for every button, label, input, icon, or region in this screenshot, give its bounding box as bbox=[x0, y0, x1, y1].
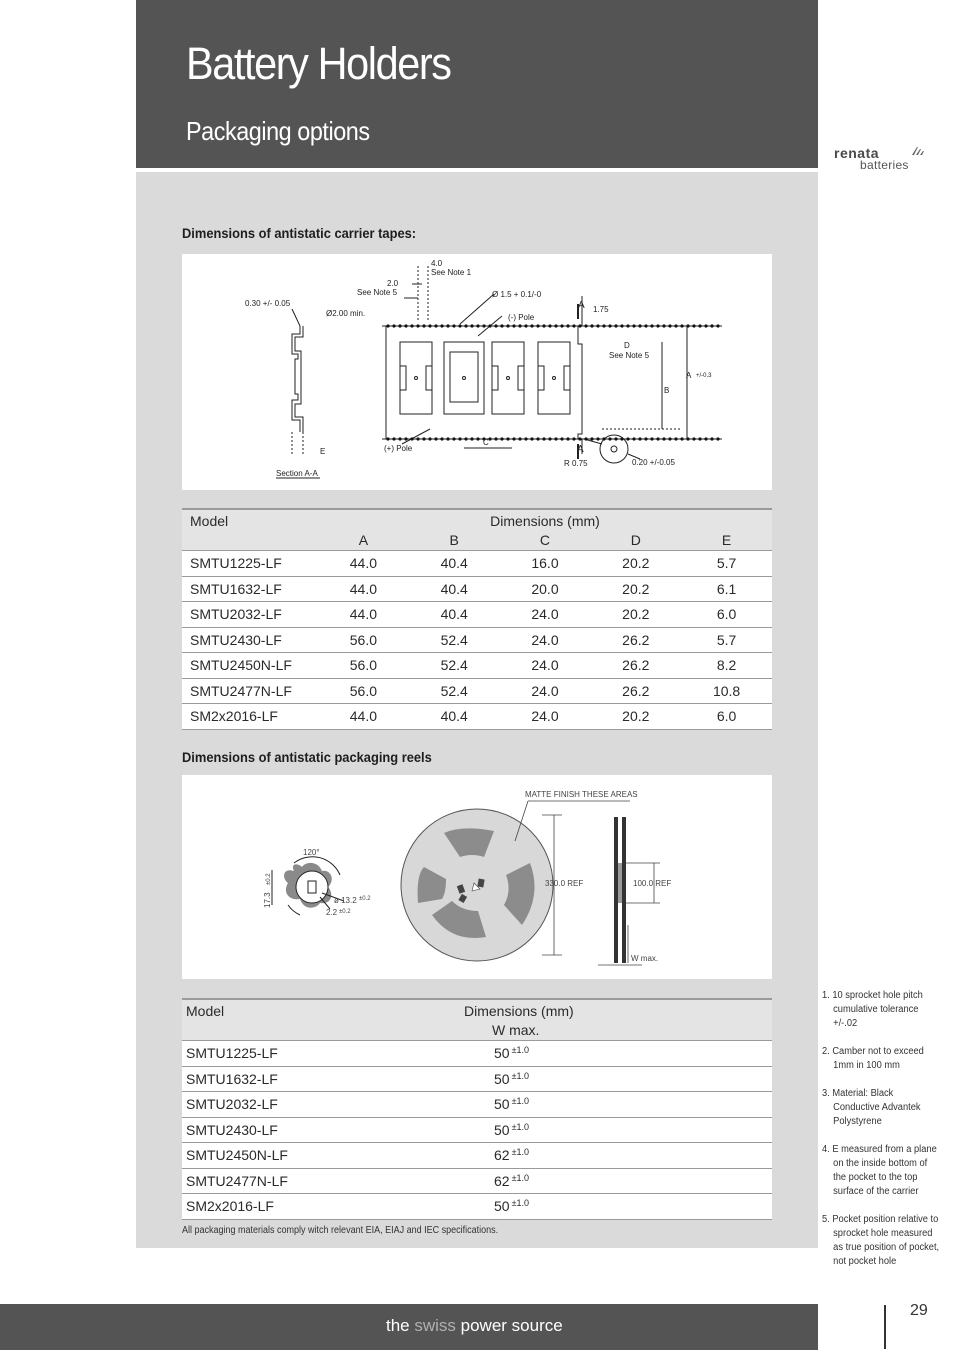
logo-text-batteries: batteries bbox=[860, 158, 909, 172]
table-cell: 52.4 bbox=[409, 627, 500, 653]
sprocket-dot bbox=[590, 324, 593, 327]
sprocket-dot bbox=[392, 437, 395, 440]
table-cell: 20.2 bbox=[590, 704, 681, 730]
dim-020-label: 0.20 +/-0.05 bbox=[632, 458, 675, 467]
sprocket-dot bbox=[512, 324, 515, 327]
slogan-pre: the bbox=[386, 1316, 415, 1335]
sprocket-dot bbox=[650, 324, 653, 327]
table-cell: 44.0 bbox=[318, 551, 409, 577]
sprocket-dot bbox=[458, 324, 461, 327]
sprocket-dot bbox=[440, 437, 443, 440]
sprocket-dot bbox=[668, 324, 671, 327]
table-cell: 24.0 bbox=[500, 678, 591, 704]
tolerance-value: ±1.0 bbox=[511, 1172, 530, 1183]
sprocket-dot bbox=[494, 324, 497, 327]
sprocket-dot bbox=[410, 324, 413, 327]
sprocket-dot bbox=[386, 324, 389, 327]
sprocket-dot bbox=[572, 437, 575, 440]
table-cell: 16.0 bbox=[500, 551, 591, 577]
dim-132-tolerance: ±0.2 bbox=[359, 896, 371, 902]
table-row bbox=[182, 627, 772, 653]
table-cell: 56.0 bbox=[318, 678, 409, 704]
sprocket-dot bbox=[668, 437, 671, 440]
sprocket-dot bbox=[476, 437, 479, 440]
dim-22-label: 2.2 bbox=[326, 908, 338, 917]
w-max-label: W max. bbox=[631, 954, 659, 963]
table2-dims-header: Dimensions (mm) bbox=[434, 999, 772, 1020]
tolerance-value: ±1.0 bbox=[511, 1096, 530, 1107]
hole-diameter-label: Ø 1.5 + 0.1/-0 bbox=[492, 290, 542, 299]
sprocket-dot bbox=[602, 437, 605, 440]
table-row bbox=[182, 1117, 772, 1143]
dim-label-2: 2.0 bbox=[387, 279, 399, 288]
table-cell-model: SMTU1632-LF bbox=[182, 576, 318, 602]
sprocket-dot bbox=[608, 324, 611, 327]
sprocket-dot bbox=[662, 324, 665, 327]
page-title: Battery Holders bbox=[186, 38, 451, 89]
sprocket-dot bbox=[566, 324, 569, 327]
sprocket-dot bbox=[428, 324, 431, 327]
note-4: 4. E measured from a plane on the inside bottom of the pocket to the top surface of the carrier bbox=[822, 1144, 937, 1197]
note-3: 3. Material: Black Conductive Advantek Polystyrene bbox=[822, 1088, 921, 1127]
dim-175-label: 1.75 bbox=[593, 305, 609, 314]
sprocket-dot bbox=[506, 324, 509, 327]
table-row bbox=[182, 678, 772, 704]
table-cell bbox=[434, 1041, 772, 1067]
sprocket-dot bbox=[614, 437, 617, 440]
table-cell-model: SM2x2016-LF bbox=[182, 1194, 434, 1220]
sprocket-dot bbox=[500, 324, 503, 327]
sprocket-dot bbox=[596, 437, 599, 440]
table-row bbox=[182, 576, 772, 602]
section-title-packaging-reels: Dimensions of antistatic packaging reels bbox=[182, 749, 432, 765]
sprocket-dot bbox=[560, 437, 563, 440]
renata-logo bbox=[834, 145, 934, 171]
dim-c-label: C bbox=[483, 438, 489, 447]
sprocket-dot bbox=[506, 437, 509, 440]
header-banner bbox=[136, 0, 818, 168]
thickness-label: 0.30 +/- 0.05 bbox=[245, 299, 291, 308]
footer-slogan bbox=[386, 1316, 563, 1336]
sprocket-dot bbox=[428, 437, 431, 440]
table-cell: 20.0 bbox=[500, 576, 591, 602]
table-row bbox=[182, 653, 772, 679]
sprocket-dot bbox=[464, 324, 467, 327]
table-cell: 24.0 bbox=[500, 627, 591, 653]
dim-132-label: ø 13.2 bbox=[334, 896, 357, 905]
tolerance-value: ±1.0 bbox=[511, 1070, 530, 1081]
table-cell-model: SMTU2032-LF bbox=[182, 602, 318, 628]
sprocket-dot bbox=[632, 324, 635, 327]
sprocket-dot bbox=[674, 324, 677, 327]
sprocket-dot bbox=[572, 324, 575, 327]
sprocket-dot bbox=[578, 324, 581, 327]
sprocket-dot bbox=[698, 324, 701, 327]
table-row bbox=[182, 1041, 772, 1067]
table-cell: 56.0 bbox=[318, 627, 409, 653]
table-cell: 5.7 bbox=[681, 627, 772, 653]
page-number-divider bbox=[884, 1305, 886, 1349]
sprocket-dot bbox=[530, 437, 533, 440]
sprocket-dot bbox=[524, 437, 527, 440]
sprocket-dot bbox=[560, 324, 563, 327]
table-cell: 52.4 bbox=[409, 678, 500, 704]
sprocket-dot bbox=[578, 437, 581, 440]
table-cell: 40.4 bbox=[409, 551, 500, 577]
table-row bbox=[182, 602, 772, 628]
footer-bar bbox=[0, 1304, 818, 1350]
wmax-value: 62 bbox=[494, 1147, 510, 1164]
sprocket-dot bbox=[602, 324, 605, 327]
sprocket-dot bbox=[536, 324, 539, 327]
dim-a-label: A bbox=[686, 371, 692, 380]
page-number: 29 bbox=[910, 1302, 928, 1319]
sprocket-dot bbox=[422, 437, 425, 440]
compliance-note: All packaging materials comply witch relevant EIA, EIAJ and IEC specifications. bbox=[182, 1225, 499, 1236]
sprocket-dot bbox=[542, 324, 545, 327]
sprocket-dot bbox=[584, 437, 587, 440]
table-cell-model: SMTU2430-LF bbox=[182, 1117, 434, 1143]
table1-col-a: A bbox=[318, 530, 409, 551]
note-1: 1. 10 sprocket hole pitch cumulative tolerance +/-.02 bbox=[822, 990, 923, 1029]
note-2: 2. Camber not to exceed 1mm in 100 mm bbox=[822, 1046, 924, 1071]
sprocket-dot bbox=[470, 437, 473, 440]
table-cell: 20.2 bbox=[590, 576, 681, 602]
sprocket-dot bbox=[614, 324, 617, 327]
table-row bbox=[182, 1194, 772, 1220]
table-cell: 56.0 bbox=[318, 653, 409, 679]
notes-column bbox=[822, 989, 948, 1283]
sprocket-dot bbox=[554, 324, 557, 327]
table-cell: 5.7 bbox=[681, 551, 772, 577]
sprocket-dot bbox=[608, 437, 611, 440]
sprocket-dot bbox=[404, 324, 407, 327]
page-subtitle: Packaging options bbox=[186, 116, 370, 146]
sprocket-dot bbox=[524, 324, 527, 327]
table-cell: 52.4 bbox=[409, 653, 500, 679]
sprocket-dot bbox=[452, 437, 455, 440]
sprocket-dot bbox=[662, 437, 665, 440]
sprocket-dot bbox=[638, 437, 641, 440]
sprocket-dot bbox=[692, 437, 695, 440]
dim-a-tolerance: +/-0.3 bbox=[696, 373, 712, 379]
sprocket-dot bbox=[422, 324, 425, 327]
sprocket-dot bbox=[452, 324, 455, 327]
table-row bbox=[182, 704, 772, 730]
slogan-swiss: swiss bbox=[414, 1316, 456, 1335]
table-cell: 26.2 bbox=[590, 678, 681, 704]
wmax-value: 50 bbox=[494, 1198, 510, 1215]
sprocket-dot bbox=[440, 324, 443, 327]
sprocket-dot bbox=[596, 324, 599, 327]
sprocket-dot bbox=[656, 437, 659, 440]
packaging-reel-drawing bbox=[182, 775, 772, 979]
sprocket-dot bbox=[542, 437, 545, 440]
tolerance-value: ±1.0 bbox=[511, 1198, 530, 1209]
table1-col-d: D bbox=[590, 530, 681, 551]
table-row bbox=[182, 551, 772, 577]
table-cell: 44.0 bbox=[318, 576, 409, 602]
table-cell: 20.2 bbox=[590, 602, 681, 628]
radius-label: R 0.75 bbox=[564, 459, 588, 468]
table-cell: 44.0 bbox=[318, 704, 409, 730]
table-cell bbox=[434, 1092, 772, 1118]
tolerance-value: ±1.0 bbox=[511, 1121, 530, 1132]
sprocket-dot bbox=[488, 437, 491, 440]
section-a-bottom-label: A bbox=[577, 444, 584, 455]
table1-model-header: Model bbox=[182, 509, 318, 530]
sprocket-dot bbox=[626, 324, 629, 327]
wmax-value: 50 bbox=[494, 1070, 510, 1087]
table-cell bbox=[434, 1066, 772, 1092]
table-cell-model: SMTU2450N-LF bbox=[182, 653, 318, 679]
neg-pole-label: (-) Pole bbox=[508, 313, 535, 322]
sprocket-dot bbox=[620, 324, 623, 327]
sprocket-dot bbox=[488, 324, 491, 327]
sprocket-dot bbox=[680, 324, 683, 327]
logo-swoosh-icon bbox=[911, 146, 925, 156]
table-cell: 10.8 bbox=[681, 678, 772, 704]
sprocket-dot bbox=[698, 437, 701, 440]
sprocket-dot bbox=[632, 437, 635, 440]
table-cell: 40.4 bbox=[409, 576, 500, 602]
table-cell-model: SMTU2450N-LF bbox=[182, 1143, 434, 1169]
sprocket-dot bbox=[584, 324, 587, 327]
table-cell: 24.0 bbox=[500, 704, 591, 730]
sprocket-dot bbox=[716, 324, 719, 327]
sprocket-dot bbox=[476, 324, 479, 327]
tolerance-value: ±1.0 bbox=[511, 1147, 530, 1158]
dim-b-label: B bbox=[664, 386, 670, 395]
table-cell-model: SMTU2477N-LF bbox=[182, 678, 318, 704]
table-row bbox=[182, 1168, 772, 1194]
slogan-post: power source bbox=[455, 1316, 563, 1335]
table-cell-model: SMTU2477N-LF bbox=[182, 1168, 434, 1194]
sprocket-dot bbox=[656, 324, 659, 327]
matte-finish-label: MATTE FINISH THESE AREAS bbox=[525, 790, 638, 799]
table-row bbox=[182, 1066, 772, 1092]
dim-d-label: D bbox=[624, 341, 630, 350]
sprocket-dot bbox=[416, 437, 419, 440]
table2-col-wmax: W max. bbox=[434, 1020, 772, 1041]
table-cell bbox=[434, 1143, 772, 1169]
sprocket-dot bbox=[620, 437, 623, 440]
section-title-carrier-tapes: Dimensions of antistatic carrier tapes: bbox=[182, 225, 417, 241]
wmax-value: 50 bbox=[494, 1121, 510, 1138]
sprocket-dot bbox=[626, 437, 629, 440]
sprocket-dot bbox=[512, 437, 515, 440]
see-note-5-label: See Note 5 bbox=[357, 288, 398, 297]
sprocket-dot bbox=[566, 437, 569, 440]
table-cell-model: SMTU1632-LF bbox=[182, 1066, 434, 1092]
dim-label-4: 4.0 bbox=[431, 259, 443, 268]
sprocket-dot bbox=[464, 437, 467, 440]
sprocket-dot bbox=[410, 437, 413, 440]
sprocket-dot bbox=[716, 437, 719, 440]
table-cell: 24.0 bbox=[500, 602, 591, 628]
sprocket-dot bbox=[404, 437, 407, 440]
carrier-tape-table bbox=[182, 508, 772, 730]
sprocket-dot bbox=[704, 324, 707, 327]
sprocket-dot bbox=[386, 437, 389, 440]
note-5: 5. Pocket position relative to sprocket hole measured as true position of pocket, not pocket hole bbox=[822, 1214, 940, 1267]
sprocket-dot bbox=[644, 324, 647, 327]
table-cell: 24.0 bbox=[500, 653, 591, 679]
table-cell: 8.2 bbox=[681, 653, 772, 679]
table2-model-header: Model bbox=[182, 999, 434, 1020]
table-cell: 20.2 bbox=[590, 551, 681, 577]
sprocket-dot bbox=[416, 324, 419, 327]
table-cell: 6.1 bbox=[681, 576, 772, 602]
sprocket-dot bbox=[638, 324, 641, 327]
sprocket-dot bbox=[686, 324, 689, 327]
dim-e-label: E bbox=[320, 447, 326, 456]
sprocket-dot bbox=[548, 324, 551, 327]
dim-173-label: 17.3 bbox=[263, 892, 272, 908]
sprocket-dot bbox=[650, 437, 653, 440]
ref-330-label: 330.0 REF bbox=[545, 879, 584, 888]
sprocket-dot bbox=[458, 437, 461, 440]
sprocket-dot bbox=[470, 324, 473, 327]
table-cell bbox=[434, 1168, 772, 1194]
sprocket-dot bbox=[710, 324, 713, 327]
table1-col-b: B bbox=[409, 530, 500, 551]
table-cell-model: SMTU1225-LF bbox=[182, 1041, 434, 1067]
sprocket-dot bbox=[590, 437, 593, 440]
wmax-value: 50 bbox=[494, 1045, 510, 1062]
wmax-value: 50 bbox=[494, 1096, 510, 1113]
sprocket-dot bbox=[644, 437, 647, 440]
ref-100-label: 100.0 REF bbox=[633, 879, 672, 888]
dim-22-tolerance: ±0.2 bbox=[339, 909, 351, 915]
sprocket-dot bbox=[518, 437, 521, 440]
table1-dims-header: Dimensions (mm) bbox=[318, 509, 772, 530]
sprocket-dot bbox=[674, 437, 677, 440]
sprocket-dot bbox=[518, 324, 521, 327]
table-row bbox=[182, 1143, 772, 1169]
table-cell-model: SM2x2016-LF bbox=[182, 704, 318, 730]
sprocket-dot bbox=[446, 324, 449, 327]
sprocket-dot bbox=[434, 324, 437, 327]
table-cell: 6.0 bbox=[681, 704, 772, 730]
sprocket-dot bbox=[680, 437, 683, 440]
table-cell bbox=[434, 1117, 772, 1143]
reel-diagram bbox=[182, 775, 772, 979]
sprocket-dot bbox=[494, 437, 497, 440]
angle-label: 120° bbox=[303, 848, 320, 857]
see-note-5b-label: See Note 5 bbox=[609, 351, 650, 360]
sprocket-dot bbox=[398, 324, 401, 327]
section-a-top-label: A bbox=[578, 300, 585, 311]
table1-col-e: E bbox=[681, 530, 772, 551]
logo-text-renata: renata bbox=[834, 145, 880, 161]
table-cell: 40.4 bbox=[409, 704, 500, 730]
table-cell-model: SMTU2430-LF bbox=[182, 627, 318, 653]
section-aa-label: Section A-A bbox=[276, 469, 318, 478]
table-cell: 40.4 bbox=[409, 602, 500, 628]
sprocket-dot bbox=[482, 324, 485, 327]
dim-173-tolerance: ±0.2 bbox=[266, 873, 272, 885]
sprocket-dot bbox=[692, 324, 695, 327]
carrier-tape-diagram bbox=[182, 254, 772, 490]
table-cell: 44.0 bbox=[318, 602, 409, 628]
sprocket-dot bbox=[554, 437, 557, 440]
sprocket-dot bbox=[536, 437, 539, 440]
packaging-reel-table bbox=[182, 998, 772, 1220]
sprocket-dot bbox=[710, 437, 713, 440]
carrier-tape-drawing bbox=[182, 254, 772, 490]
table-cell: 26.2 bbox=[590, 627, 681, 653]
table-row bbox=[182, 1092, 772, 1118]
sprocket-dot bbox=[686, 437, 689, 440]
sprocket-dot bbox=[704, 437, 707, 440]
sprocket-dot bbox=[530, 324, 533, 327]
table-cell-model: SMTU1225-LF bbox=[182, 551, 318, 577]
sprocket-dot bbox=[548, 437, 551, 440]
sprocket-dot bbox=[434, 437, 437, 440]
tolerance-value: ±1.0 bbox=[511, 1045, 530, 1056]
table-cell-model: SMTU2032-LF bbox=[182, 1092, 434, 1118]
sprocket-dot bbox=[446, 437, 449, 440]
see-note-1-label: See Note 1 bbox=[431, 268, 472, 277]
hole-min-label: Ø2.00 min. bbox=[326, 309, 366, 318]
table-cell bbox=[434, 1194, 772, 1220]
table-cell: 26.2 bbox=[590, 653, 681, 679]
sprocket-dot bbox=[392, 324, 395, 327]
pos-pole-label: (+) Pole bbox=[384, 444, 413, 453]
table-cell: 6.0 bbox=[681, 602, 772, 628]
sprocket-dot bbox=[500, 437, 503, 440]
table1-col-c: C bbox=[500, 530, 591, 551]
sprocket-dot bbox=[398, 437, 401, 440]
wmax-value: 62 bbox=[494, 1172, 510, 1189]
